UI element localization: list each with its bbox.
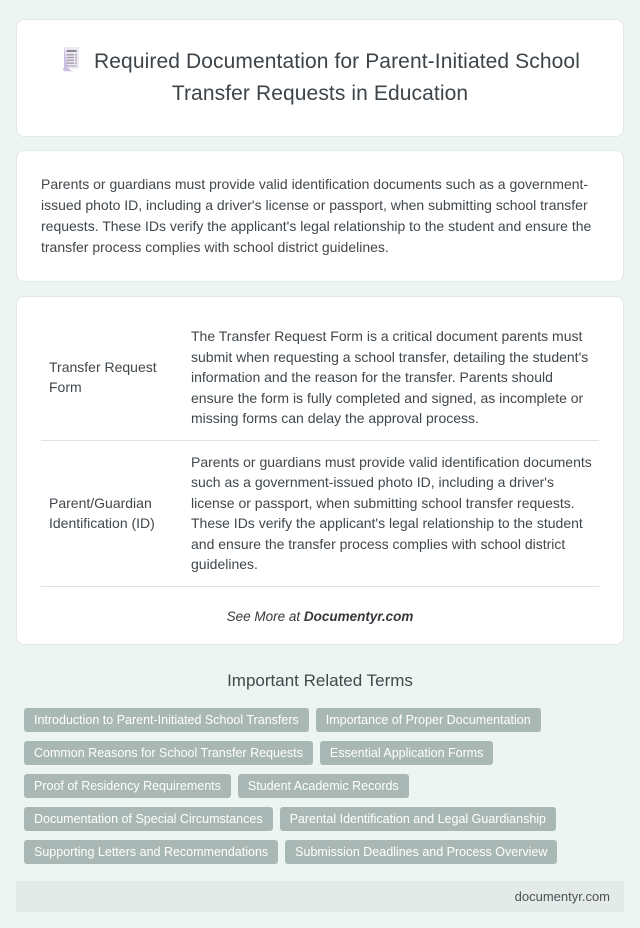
table-row	[41, 315, 599, 440]
footer-bar	[16, 881, 624, 912]
intro-paragraph: Parents or guardians must provide valid identification documents such as a government-issued photo ID, including a driver's license or passport, when submitting school transfer requests. These IDs verify the applicant's legal relationship to the student and ensure the transfer process complies with school district guidelines.	[41, 176, 592, 255]
footer-site-link[interactable]: documentyr.com	[514, 888, 610, 904]
see-more-prefix: See More at	[226, 608, 304, 624]
header-card	[16, 19, 624, 137]
term-description: The Transfer Request Form is a critical document parents must submit when requesting a school transfer, detailing the student's information and the reason for the transfer. Parents should ensure the form is fully completed and signed, as incomplete or missing forms can delay the approval process.	[181, 315, 599, 440]
related-terms-heading: Important Related Terms	[227, 670, 413, 690]
tag-supporting-letters-and-recommendations[interactable]: Supporting Letters and Recommendations	[24, 840, 278, 864]
tag-student-academic-records[interactable]: Student Academic Records	[238, 774, 409, 798]
terms-table-card	[16, 296, 624, 645]
page-title-text: Required Documentation for Parent-Initiated School Transfer Requests in Education	[94, 50, 580, 105]
tag-submission-deadlines-and-process-overview[interactable]: Submission Deadlines and Process Overview	[285, 840, 557, 864]
tag-proof-of-residency-requirements[interactable]: Proof of Residency Requirements	[24, 774, 231, 798]
see-more-line	[41, 609, 599, 624]
page-title	[45, 46, 595, 110]
term-description: Parents or guardians must provide valid identification documents such as a government-issued photo ID, including a driver's license or passport, when submitting school transfer requests. These IDs verify the applicant's legal relationship to the student and ensure the transfer process complies with school district guidelines.	[181, 440, 599, 586]
tag-documentation-of-special-circumstances[interactable]: Documentation of Special Circumstances	[24, 807, 273, 831]
tag-introduction-to-parent-initiated-school-transfers[interactable]: Introduction to Parent-Initiated School Transfers	[24, 708, 309, 732]
term-name: Transfer Request Form	[41, 315, 181, 440]
tag-parental-identification-and-legal-guardianship[interactable]: Parental Identification and Legal Guardianship	[280, 807, 556, 831]
table-row	[41, 440, 599, 586]
term-name: Parent/Guardian Identification (ID)	[41, 440, 181, 586]
related-terms-tags	[24, 708, 616, 864]
tag-common-reasons-for-school-transfer-requests[interactable]: Common Reasons for School Transfer Requests	[24, 741, 313, 765]
tag-importance-of-proper-documentation[interactable]: Importance of Proper Documentation	[316, 708, 541, 732]
tag-essential-application-forms[interactable]: Essential Application Forms	[320, 741, 494, 765]
receipt-document-icon	[60, 46, 81, 73]
terms-table	[41, 315, 599, 587]
intro-card	[16, 150, 624, 282]
see-more-site-link[interactable]: Documentyr.com	[303, 608, 414, 624]
